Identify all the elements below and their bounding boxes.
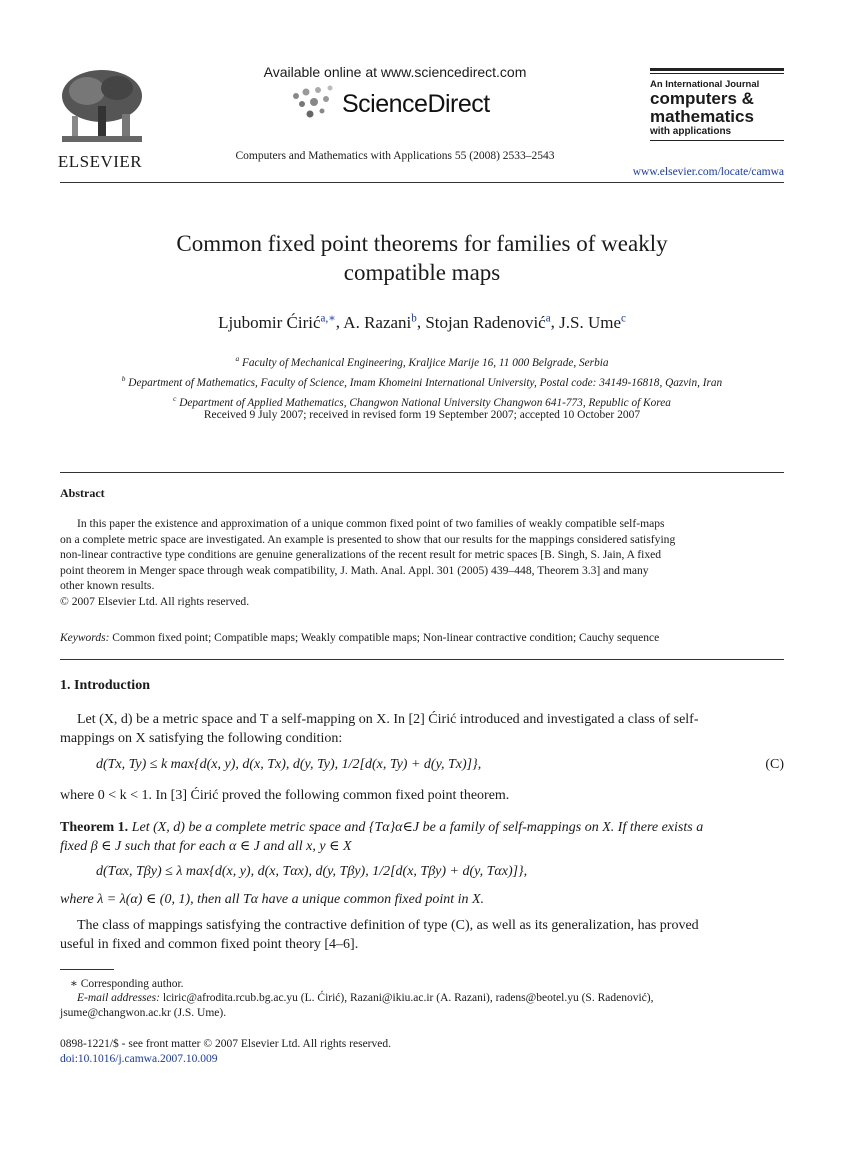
footnote-corresponding: ∗ Corresponding author. — [70, 978, 184, 990]
header-rule — [60, 182, 784, 183]
keywords-label: Keywords: — [60, 632, 110, 644]
keywords — [60, 632, 784, 644]
publisher-name: ELSEVIER — [57, 152, 143, 171]
available-online: Available online at www.sciencedirect.com — [263, 64, 527, 80]
abstract-line: In this paper the existence and approximation of a unique common fixed point of two families of weakly compatible self-maps — [77, 517, 665, 530]
sciencedirect-logo — [288, 82, 518, 124]
abstract-bottom-rule — [60, 659, 784, 660]
emails-line2[interactable]: jsume@changwon.ac.kr (J.S. Ume). — [60, 1007, 227, 1019]
abstract-copyright: © 2007 Elsevier Ltd. All rights reserved. — [60, 594, 250, 608]
affiliation-b: $^b$ Department of Mathematics, Faculty of Science, Imam Khomeini International University, Postal code: 34149-16818, Qazvin, Iran — [121, 373, 723, 389]
theorem-equation: d(Tαx, Tβy) ≤ λ max{d(x, y), d(x, Tαx), d(y, Tβy), 1/2[d(x, Tβy) + d(y, Tαx)]}, — [96, 864, 528, 879]
abstract-heading: Abstract — [60, 486, 105, 500]
elsevier-logo — [52, 66, 152, 171]
abstract-line: on a complete metric space are investigated. An example is presented to show that our results for the mappings considered satisfying — [60, 532, 676, 546]
emails-line1[interactable]: lciric@afrodita.rcub.bg.ac.yu (L. Ćirić), Razani@ikiu.ac.ir (A. Razani), radens@beotel.yu (S. Radenović), — [162, 992, 654, 1004]
sciencedirect-dots-icon — [288, 82, 340, 122]
affiliation-a: $^a$ Faculty of Mechanical Engineering, Kraljice Marije 16, 11 000 Belgrade, Serbia — [235, 354, 609, 369]
journal-logo — [650, 68, 784, 152]
section-heading-introduction: 1. Introduction — [60, 678, 150, 693]
sciencedirect-wordmark: ScienceDirect — [342, 90, 490, 118]
footnote-emails — [60, 991, 784, 1021]
intro-paragraph-2: where 0 < k < 1. In [3] Ćirić proved the following common fixed point theorem. — [60, 788, 510, 803]
journal-name-2: mathematics — [650, 107, 754, 126]
author-3: Stojan Radenović$^a$ — [425, 312, 551, 332]
journal-url-link[interactable]: www.elsevier.com/locate/camwa — [632, 166, 784, 178]
journal-intl: An International Journal — [650, 79, 760, 90]
abstract-body — [60, 516, 784, 610]
abstract-line: non-linear contractive type conditions are genuine generalizations of the recent result for metric spaces [B. Singh, S. Jain, A fixed — [60, 548, 662, 562]
intro-p1-line1: Let (X, d) be a metric space and T a self-mapping on X. In [2] Ćirić introduced and investigated a class of self- — [77, 712, 699, 727]
intro-p3-line1: The class of mappings satisfying the contractive definition of type (C), as well as its generalization, has proved — [77, 918, 699, 933]
intro-p1-line2: mappings on X satisfying the following condition: — [60, 731, 343, 746]
theorem-line2: fixed β ∈ J such that for each α ∈ J and all x, y ∈ X — [60, 839, 352, 854]
title-line-2: compatible maps — [343, 260, 501, 285]
journal-name-3: with applications — [650, 126, 732, 137]
equation-c-label: (C) — [765, 757, 784, 772]
author-2: A. Razani$^b$ — [343, 312, 417, 332]
journal-citation: Computers and Mathematics with Applications 55 (2008) 2533–2543 — [235, 150, 555, 162]
doi-link[interactable]: doi:10.1016/j.camwa.2007.10.009 — [60, 1053, 218, 1065]
email-label: E-mail addresses: — [77, 992, 160, 1004]
affiliation-c: $^c$ Department of Applied Mathematics, Changwon National University Changwon 641-773, Republic of Korea — [173, 393, 671, 409]
theorem-line3: where λ = λ(α) ∈ (0, 1), then all Tα have a unique common fixed point in X. — [60, 892, 485, 907]
abstract-top-rule — [60, 472, 784, 473]
theorem-1 — [60, 818, 784, 856]
author-list: Ljubomir Ćirić$^{a,∗}$, A. Razani$^b$, Stojan Radenović$^a$, J.S. Ume$^c$ — [218, 312, 626, 332]
elsevier-tree-icon — [52, 66, 152, 146]
theorem-label: Theorem 1. — [60, 820, 129, 835]
author-1: Ljubomir Ćirić$^{a,∗}$ — [218, 312, 336, 332]
affiliations — [60, 351, 784, 410]
intro-p3-line2: useful in fixed and common fixed point theory [4–6]. — [60, 937, 359, 952]
intro-paragraph-1 — [60, 710, 784, 748]
theorem-line1: Let (X, d) be a complete metric space and {Tα}α∈J be a family of self-mappings on X. If there exists a — [131, 820, 704, 835]
abstract-line: other known results. — [60, 579, 155, 593]
received-dates: Received 9 July 2007; received in revised form 19 September 2007; accepted 10 October 2007 — [203, 409, 641, 421]
equation-c: d(Tx, Ty) ≤ k max{d(x, y), d(x, Tx), d(y, Ty), 1/2[d(x, Ty) + d(y, Tx)]}, — [96, 757, 482, 772]
abstract-line: point theorem in Menger space through weak compatibility, J. Math. Anal. Appl. 301 (2005) 439–448, Theorem 3.3] and many — [60, 563, 649, 577]
author-4: J.S. Ume$^c$ — [559, 312, 626, 332]
front-matter: 0898-1221/$ - see front matter © 2007 Elsevier Ltd. All rights reserved. — [60, 1038, 391, 1050]
title-line-1: Common fixed point theorems for families of weakly — [176, 231, 668, 256]
keywords-text: Common fixed point; Compatible maps; Weakly compatible maps; Non-linear contractive condition; Cauchy sequence — [112, 632, 660, 644]
footnote-rule — [60, 969, 114, 970]
paper-title — [60, 229, 784, 287]
intro-paragraph-3 — [60, 916, 784, 954]
journal-name-1: computers & — [650, 89, 754, 108]
